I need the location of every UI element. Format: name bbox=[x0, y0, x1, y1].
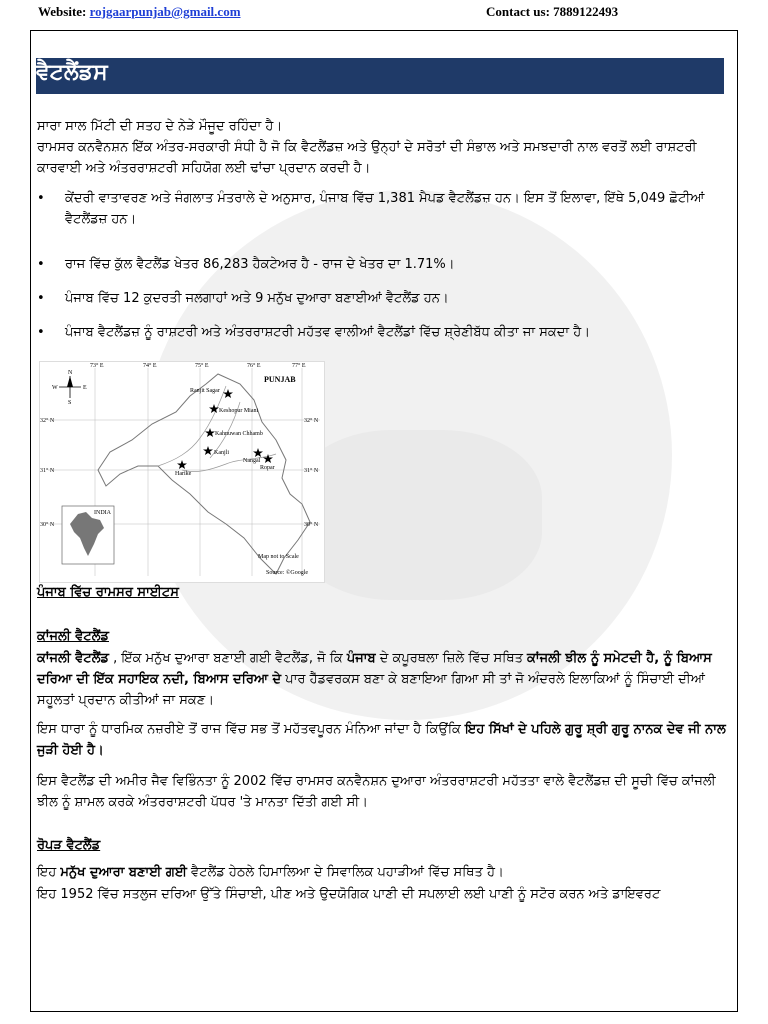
site-label: Kanjli bbox=[214, 450, 229, 456]
contact-label: Contact us: bbox=[486, 4, 550, 19]
site-label: Nangal bbox=[243, 458, 261, 464]
tick-label-right: 30° N bbox=[304, 522, 319, 528]
tick-label-top: 73° E bbox=[90, 363, 104, 369]
kanjli-text: , ਇੱਕ ਮਨੁੱਖ ਦੁਆਰਾ ਬਣਾਈ ਗਈ ਵੈਟਲੈਂਡ, ਜੋ ਕਿ bbox=[108, 651, 347, 666]
ropar-text: ਵੈਟਲੈਂਡ ਹੇਠਲੇ ਹਿਮਾਲਿਆ ਦੇ ਸਿਵਾਲਿਕ ਪਹਾੜੀਆਂ ਵਿੱਚ ਸਥਿਤ ਹੈ। bbox=[186, 865, 504, 880]
map-svg bbox=[40, 362, 324, 582]
punjab-outline bbox=[98, 374, 310, 574]
tick-label-right: 31° N bbox=[304, 468, 319, 474]
inset-label: INDIA bbox=[94, 510, 111, 516]
kanjli-paragraph-2 bbox=[37, 719, 727, 761]
compass-s: S bbox=[68, 400, 72, 406]
site-label: Kahnuwan Chhamb bbox=[215, 431, 263, 437]
bullet-text: ਰਾਜ ਵਿੱਚ ਕੁੱਲ ਵੈਟਲੈਂਡ ਖੇਤਰ 86,283 ਹੈਕਟੇਅਰ ਹੈ - ਰਾਜ ਦੇ ਖੇਤਰ ਦਾ 1.71%। bbox=[65, 257, 455, 272]
tick-label-top: 77° E bbox=[292, 363, 306, 369]
watermark-inner bbox=[292, 430, 542, 600]
bullet-dot: • bbox=[37, 191, 45, 206]
contact-number: 7889122493 bbox=[553, 4, 619, 19]
man-made-bold: ਮਨੁੱਖ ਦੁਆਰਾ ਬਣਾਈ ਗਈ bbox=[60, 865, 187, 880]
tick-label-left: 31° N bbox=[40, 468, 55, 474]
intro-line-1: ਸਾਰਾ ਸਾਲ ਮਿੱਟੀ ਦੀ ਸਤਹ ਦੇ ਨੇੜੇ ਮੌਜੂਦ ਰਹਿੰਦਾ ਹੈ। bbox=[37, 119, 283, 134]
site-star bbox=[177, 460, 187, 469]
bullet-text: ਪੰਜਾਬ ਵਿੱਚ 12 ਕੁਦਰਤੀ ਜਲਗਾਹਾਂ ਅਤੇ 9 ਮਨੁੱਖ ਦੁਆਰਾ ਬਣਾਈਆਂ ਵੈਟਲੈਂਡ ਹਨ। bbox=[65, 291, 449, 306]
site-label: Ranjit Sagar bbox=[190, 388, 220, 394]
kanjli-text: ਪਾਰ ਹੈੱਡਵਰਕਸ ਬਣਾ ਕੇ ਬਣਾਇਆ ਗਿਆ ਸੀ ਤਾਂ ਜੋ ਅੰਦਰਲੇ ਇਲਾਕਿਆਂ ਨੂੰ ਸਿੰਚਾਈ ਦੀਆਂ ਸਹੂਲਤਾਂ ਪ੍ਰਦਾਨ ਕੀਤੀਆਂ ਜਾ ਸਕਣ। bbox=[37, 672, 705, 708]
kanjli-text: ਦੇ ਕਪੂਰਥਲਾ ਜ਼ਿਲੇ ਵਿੱਚ ਸਥਿਤ bbox=[375, 651, 528, 666]
contact-line bbox=[486, 4, 618, 20]
tick-label-left: 32° N bbox=[40, 418, 55, 424]
page-title: ਵੈਟਲੈਂਡਸ bbox=[36, 60, 108, 85]
kanjli-lake-bold: ਕਾਂਜਲੀ ਝੀਲ ਨੂੰ ਸਮੇਟਦੀ ਹੈ, ਨੂੰ ਬਿਆਸ ਦਰਿਆ ਦੀ ਇੱਕ ਸਹਾਇਕ ਨਦੀ, ਬਿਆਸ ਦਰਿਆ ਦੇ bbox=[37, 651, 712, 687]
ropar-text: ਇਹ bbox=[37, 865, 61, 880]
kanjli-bold-name: ਕਾਂਜਲੀ ਵੈਟਲੈਂਡ bbox=[37, 651, 109, 666]
website-label: Website: bbox=[38, 4, 87, 19]
kanjli-paragraph-3: ਇਸ ਵੈਟਲੈਂਡ ਦੀ ਅਮੀਰ ਜੈਵ ਵਿਭਿੰਨਤਾ ਨੂੰ 2002 ਵਿੱਚ ਰਾਮਸਰ ਕਨਵੈਨਸ਼ਨ ਦੁਆਰਾ ਅੰਤਰਰਾਸ਼ਟਰੀ ਮਹੱਤਤਾ ਵਾਲੇ ਵੈਟਲੈਂਡਜ਼ ਦੀ ਸੂਚੀ ਵਿੱਚ ਕਾਂਜਲੀ ਝੀਲ ਨੂੰ ਸ਼ਾਮਲ ਕਰਕੇ ਅੰਤਰਰਾਸ਼ਟਰੀ ਪੱਧਰ 'ਤੇ ਮਾਨਤਾ ਦਿੱਤੀ ਗਈ ਸੀ। bbox=[37, 774, 716, 810]
page-header bbox=[38, 4, 730, 22]
intro-paragraph-2: ਰਾਮਸਰ ਕਨਵੈਨਸ਼ਨ ਇੱਕ ਅੰਤਰ-ਸਰਕਾਰੀ ਸੰਧੀ ਹੈ ਜੋ ਕਿ ਵੈਟਲੈਂਡਜ਼ ਅਤੇ ਉਨ੍ਹਾਂ ਦੇ ਸਰੋਤਾਂ ਦੀ ਸੰਭਾਲ ਅਤੇ ਸਮਝਦਾਰੀ ਨਾਲ ਵਰਤੋਂ ਲਈ ਰਾਸ਼ਟਰੀ ਕਾਰਵਾਈ ਅਤੇ ਅੰਤਰਰਾਸ਼ਟਰੀ ਸਹਿਯੋਗ ਲਈ ਢਾਂਚਾ ਪ੍ਰਦਾਨ ਕਰਦੀ ਹੈ। bbox=[37, 140, 697, 176]
ropar-paragraph-2: ਇਹ 1952 ਵਿੱਚ ਸਤਲੁਜ ਦਰਿਆ ਉੱਤੇ ਸਿੰਚਾਈ, ਪੀਣ ਅਤੇ ਉਦਯੋਗਿਕ ਪਾਣੀ ਦੀ ਸਪਲਾਈ ਲਈ ਪਾਣੀ ਨੂੰ ਸਟੋਰ ਕਰਨ ਅਤੇ ਡਾਇਵਰਟ bbox=[37, 887, 661, 902]
ropar-paragraph-1 bbox=[37, 862, 727, 883]
site-star bbox=[253, 448, 263, 457]
site-label: Harike bbox=[175, 471, 192, 477]
tick-label-top: 74° E bbox=[143, 363, 157, 369]
title-banner bbox=[36, 58, 724, 94]
website-link[interactable]: rojgaarpunjab@gmail.com bbox=[89, 4, 241, 19]
site-star bbox=[203, 446, 213, 455]
site-label: Ropar bbox=[260, 465, 275, 471]
bullet-dot: • bbox=[37, 291, 45, 306]
punjab-wetlands-map bbox=[39, 361, 325, 583]
map-scale-note: Map not to Scale bbox=[258, 554, 299, 560]
compass-n: N bbox=[68, 370, 73, 376]
tick-label-right: 32° N bbox=[304, 418, 319, 424]
compass-rose bbox=[59, 376, 81, 398]
tick-label-top: 75° E bbox=[195, 363, 209, 369]
kanjli-paragraph-1 bbox=[37, 648, 727, 711]
tick-label-left: 30° N bbox=[40, 522, 55, 528]
bullet-dot: • bbox=[37, 325, 45, 340]
kanjli-heading: ਕਾਂਜਲੀ ਵੈਟਲੈਂਡ bbox=[37, 629, 109, 644]
bullet-text: ਪੰਜਾਬ ਵੈਟਲੈਂਡਜ਼ ਨੂੰ ਰਾਸ਼ਟਰੀ ਅਤੇ ਅੰਤਰਰਾਸ਼ਟਰੀ ਮਹੱਤਵ ਵਾਲੀਆਂ ਵੈਟਲੈਂਡਾਂ ਵਿੱਚ ਸ਼੍ਰੇਣੀਬੱਧ ਕੀਤਾ ਜਾ ਸਕਦਾ ਹੈ। bbox=[65, 325, 590, 340]
website-line bbox=[38, 4, 241, 20]
site-label: Keshopur Miani bbox=[219, 408, 259, 414]
map-title: PUNJAB bbox=[264, 375, 296, 384]
guru-nanak-bold: ਇਹ ਸਿੱਖਾਂ ਦੇ ਪਹਿਲੇ ਗੁਰੂ ਸ਼੍ਰੀ ਗੁਰੂ ਨਾਨਕ ਦੇਵ ਜੀ ਨਾਲ ਜੁੜੀ ਹੋਈ ਹੈ। bbox=[37, 722, 726, 758]
bullet-text: ਕੇਂਦਰੀ ਵਾਤਾਵਰਣ ਅਤੇ ਜੰਗਲਾਤ ਮੰਤਰਾਲੇ ਦੇ ਅਨੁਸਾਰ, ਪੰਜਾਬ ਵਿੱਚ 1,381 ਮੈਪਡ ਵੈਟਲੈਂਡਜ਼ ਹਨ। ਇਸ ਤੋਂ ਇਲਾਵਾ, ਇੱਥੇ 5,049 ਛੋਟੀਆਂ ਵੈਟਲੈਂਡਜ਼ ਹਨ। bbox=[65, 191, 705, 227]
bullet-dot: • bbox=[37, 257, 45, 272]
site-markers bbox=[177, 389, 273, 469]
kanjli-text: ਇਸ ਧਾਰਾ ਨੂੰ ਧਾਰਮਿਕ ਨਜ਼ਰੀਏ ਤੋਂ ਰਾਜ ਵਿੱਚ ਸਭ ਤੋਂ ਮਹੱਤਵਪੂਰਨ ਮੰਨਿਆ ਜਾਂਦਾ ਹੈ ਕਿਉਂਕਿ bbox=[37, 722, 466, 737]
compass-w: W bbox=[52, 385, 58, 391]
tick-label-top: 76° E bbox=[247, 363, 261, 369]
site-star bbox=[209, 404, 219, 413]
site-star bbox=[205, 428, 215, 437]
punjab-bold: ਪੰਜਾਬ bbox=[346, 651, 376, 666]
ropar-heading: ਰੋਪੜ ਵੈਟਲੈਂਡ bbox=[37, 838, 101, 853]
map-source: Source: ©Google bbox=[266, 570, 309, 576]
compass-e: E bbox=[83, 385, 87, 391]
ramsar-heading: ਪੰਜਾਬ ਵਿੱਚ ਰਾਮਸਰ ਸਾਈਟਸ bbox=[37, 585, 179, 600]
